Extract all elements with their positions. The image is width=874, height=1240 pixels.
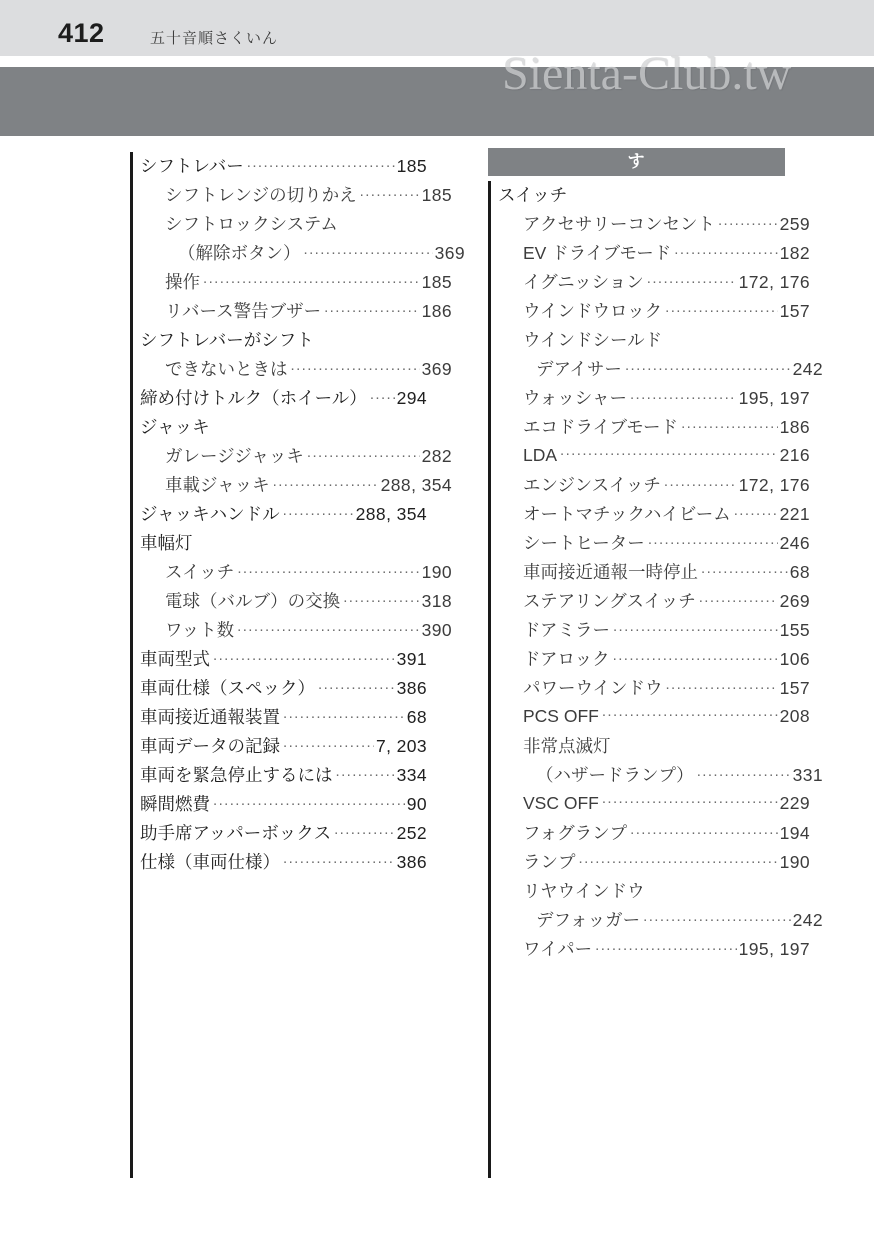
dot-leader xyxy=(602,704,778,722)
index-entry-label: イグニッション xyxy=(523,272,644,292)
index-entry[interactable] xyxy=(140,559,452,588)
dot-leader xyxy=(625,358,791,376)
index-entry[interactable] xyxy=(498,443,810,472)
index-entry[interactable] xyxy=(498,791,810,820)
index-entry[interactable] xyxy=(498,878,810,907)
index-entry-label: ジャッキ xyxy=(140,417,210,437)
index-entry-page: 208 xyxy=(779,705,810,726)
index-entry-page: 157 xyxy=(779,301,810,321)
index-entry-page: 195, 197 xyxy=(738,939,810,959)
index-entry-label: 車両接近通報装置 xyxy=(140,707,280,727)
dot-leader xyxy=(334,822,394,840)
index-entry-label: 電球（バルブ）の交換 xyxy=(165,591,341,611)
dot-leader xyxy=(283,735,374,753)
index-entry[interactable] xyxy=(498,240,810,269)
index-entry[interactable] xyxy=(498,936,810,965)
index-entry-label: EV ドライブモード xyxy=(523,243,672,263)
dot-leader xyxy=(602,791,778,809)
index-entry-page: 331 xyxy=(792,765,823,785)
index-entry[interactable] xyxy=(498,762,823,791)
dot-leader xyxy=(273,474,379,492)
dot-leader xyxy=(203,271,420,289)
index-entry[interactable] xyxy=(498,182,785,211)
index-entry[interactable] xyxy=(140,269,452,298)
index-entry[interactable] xyxy=(140,704,427,733)
dot-leader xyxy=(595,938,737,956)
index-entry-label: 非常点滅灯 xyxy=(523,736,611,756)
page-number: 412 xyxy=(58,18,105,48)
index-entry-label: ウォッシャー xyxy=(523,388,627,408)
dot-leader xyxy=(343,590,419,608)
index-entry-label: スイッチ xyxy=(165,562,235,582)
index-entry-page: 386 xyxy=(396,852,427,872)
index-entry-page: 294 xyxy=(396,388,427,408)
header-light-band xyxy=(0,0,874,56)
index-entry-label: 車両仕様（スペック） xyxy=(140,678,315,698)
index-entry-page: 194 xyxy=(779,823,810,843)
dot-leader xyxy=(613,648,778,666)
index-entry-label: PCS OFF xyxy=(523,705,599,726)
index-entry-page: 288, 354 xyxy=(380,475,452,495)
index-entry[interactable] xyxy=(140,153,427,182)
index-entry[interactable] xyxy=(140,240,465,269)
dot-leader xyxy=(579,851,778,869)
index-entry[interactable] xyxy=(498,211,810,240)
index-entry-label: （解除ボタン） xyxy=(178,243,301,263)
dot-leader xyxy=(283,851,395,869)
dot-leader xyxy=(213,793,405,811)
index-entry[interactable] xyxy=(140,791,427,820)
index-entry[interactable] xyxy=(140,443,452,472)
index-entry-page: 185 xyxy=(421,185,452,205)
dot-leader xyxy=(697,764,791,782)
index-entry-label: できないときは xyxy=(165,359,288,379)
dot-leader xyxy=(237,561,419,579)
index-entry-page: 185 xyxy=(396,156,427,176)
index-entry[interactable] xyxy=(498,530,810,559)
index-entry-label: フォグランプ xyxy=(523,823,628,843)
index-entry-page: 172, 176 xyxy=(738,475,810,495)
index-entry[interactable] xyxy=(498,327,810,356)
index-entry-page: 190 xyxy=(779,852,810,872)
index-entry-label: 車載ジャッキ xyxy=(165,475,270,495)
watermark-text: Sienta-Club.tw xyxy=(502,47,792,100)
index-entry-page: 195, 197 xyxy=(738,388,810,408)
index-entry-label: ガレージジャッキ xyxy=(165,446,304,466)
index-entry[interactable] xyxy=(140,588,452,617)
index-entry[interactable] xyxy=(498,849,810,878)
dot-leader xyxy=(560,443,778,461)
index-entry-page: 157 xyxy=(779,678,810,698)
index-entry[interactable] xyxy=(140,733,427,762)
dot-leader xyxy=(283,706,405,724)
index-entry-page: 242 xyxy=(792,910,823,930)
index-entry-label: ウインドウロック xyxy=(523,301,663,321)
index-entry[interactable] xyxy=(498,733,810,762)
index-entry-page: 269 xyxy=(779,591,810,611)
dot-leader xyxy=(701,561,788,579)
dot-leader xyxy=(630,822,777,840)
index-entry[interactable] xyxy=(498,675,810,704)
index-entry-page: 155 xyxy=(779,620,810,640)
dot-leader xyxy=(665,677,777,695)
index-entry-label: アクセサリーコンセント xyxy=(523,214,715,234)
left-index-column xyxy=(140,153,465,878)
index-entry[interactable] xyxy=(498,269,810,298)
index-entry-label: ワット数 xyxy=(165,620,235,640)
index-entry-label: リバース警告ブザー xyxy=(165,301,322,321)
index-entry-label: シートヒーター xyxy=(523,533,645,553)
index-entry-label: スイッチ xyxy=(498,185,568,205)
index-entry-label: リヤウインドウ xyxy=(523,881,645,901)
dot-leader xyxy=(247,155,395,173)
index-entry[interactable] xyxy=(498,298,810,327)
index-entry[interactable] xyxy=(140,211,452,240)
index-entry[interactable] xyxy=(140,327,427,356)
kana-section-header: す xyxy=(488,148,785,176)
index-entry[interactable] xyxy=(140,675,427,704)
index-entry-label: VSC OFF xyxy=(523,792,599,813)
index-entry-page: 369 xyxy=(421,359,452,379)
index-entry-page: 106 xyxy=(779,649,810,669)
index-entry-label: シフトロックシステム xyxy=(165,214,338,234)
index-entry-page: 186 xyxy=(421,301,452,321)
dot-leader xyxy=(283,503,354,521)
index-entry[interactable] xyxy=(498,907,823,936)
index-entry[interactable] xyxy=(498,820,810,849)
index-entry-page: 186 xyxy=(779,417,810,437)
index-entry-page: 334 xyxy=(396,765,427,785)
index-entry-page: 68 xyxy=(789,562,810,582)
index-entry[interactable] xyxy=(498,588,810,617)
index-entry-label: 車両データの記録 xyxy=(140,736,280,756)
dot-leader xyxy=(360,184,420,202)
index-entry[interactable] xyxy=(498,704,810,733)
index-entry-page: 182 xyxy=(779,243,810,263)
index-entry[interactable] xyxy=(140,472,452,501)
dot-leader xyxy=(237,619,419,637)
dot-leader xyxy=(370,387,395,405)
index-entry-page: 221 xyxy=(779,504,810,524)
dot-leader xyxy=(664,474,737,492)
index-entry-label: シフトレバーがシフト xyxy=(140,330,314,350)
index-entry-label: 締め付けトルク（ホイール） xyxy=(140,388,367,408)
index-entry[interactable] xyxy=(498,559,810,588)
dot-leader xyxy=(613,619,778,637)
index-entry-page: 282 xyxy=(421,446,452,466)
index-entry-label: ジャッキハンドル xyxy=(140,504,280,524)
index-entry-page: 369 xyxy=(434,243,465,263)
dot-leader xyxy=(647,271,737,289)
index-entry-page: 229 xyxy=(779,792,810,813)
index-entry-label: パワーウインドウ xyxy=(523,678,663,698)
index-entry[interactable] xyxy=(140,646,427,675)
index-entry[interactable] xyxy=(140,530,427,559)
index-entry[interactable] xyxy=(140,849,427,878)
index-entry[interactable] xyxy=(140,501,427,530)
index-entry[interactable] xyxy=(498,356,823,385)
dot-leader xyxy=(648,532,778,550)
index-entry-label: 車両接近通報一時停止 xyxy=(523,562,698,582)
index-entry[interactable] xyxy=(140,762,427,791)
index-entry-label: 車両を緊急停止するには xyxy=(140,765,333,785)
index-entry-label: シフトレバー xyxy=(140,156,244,176)
index-entry[interactable] xyxy=(498,385,810,414)
dot-leader xyxy=(307,445,420,463)
index-entry-page: 246 xyxy=(779,533,810,553)
index-entry-label: ワイパー xyxy=(523,939,593,959)
dot-leader xyxy=(318,677,395,695)
dot-leader xyxy=(665,300,777,318)
index-entry-label: 操作 xyxy=(165,272,200,292)
index-entry[interactable] xyxy=(140,414,427,443)
index-entry-page: 242 xyxy=(792,359,823,379)
header-dark-band xyxy=(0,67,874,136)
dot-leader xyxy=(643,909,790,927)
index-entry-page: 190 xyxy=(421,562,452,582)
page-title: 五十音順さくいん xyxy=(150,30,279,47)
dot-leader xyxy=(734,503,778,521)
index-entry[interactable] xyxy=(140,356,452,385)
index-entry-label: シフトレンジの切りかえ xyxy=(165,185,357,205)
index-entry-page: 252 xyxy=(396,823,427,843)
index-entry-label: 助手席アッパーボックス xyxy=(140,823,332,843)
index-entry-page: 216 xyxy=(779,444,810,465)
dot-leader xyxy=(630,387,737,405)
index-entry-page: 185 xyxy=(421,272,452,292)
index-entry-label: エンジンスイッチ xyxy=(523,475,661,495)
index-entry-page: 172, 176 xyxy=(738,272,810,292)
dot-leader xyxy=(718,213,778,231)
index-entry-page: 390 xyxy=(421,620,452,640)
index-entry-page: 68 xyxy=(406,707,427,727)
index-entry-label: エコドライブモード xyxy=(523,417,679,437)
left-column-rule xyxy=(130,152,133,1178)
index-entry-label: LDA xyxy=(523,444,558,465)
dot-leader xyxy=(336,764,395,782)
dot-leader xyxy=(681,416,778,434)
index-entry[interactable] xyxy=(498,472,810,501)
index-entry-page: 288, 354 xyxy=(355,504,427,524)
right-index-column xyxy=(498,182,823,965)
dot-leader xyxy=(213,648,395,666)
index-entry[interactable] xyxy=(140,182,452,211)
index-entry[interactable] xyxy=(140,617,452,646)
index-entry[interactable] xyxy=(140,820,427,849)
dot-leader xyxy=(304,242,433,260)
index-entry[interactable] xyxy=(498,414,810,443)
index-entry-label: ウインドシールド xyxy=(523,330,663,350)
index-entry-page: 386 xyxy=(396,678,427,698)
index-entry-label: ドアロック xyxy=(523,649,610,669)
index-entry-page: 259 xyxy=(779,214,810,234)
header-white-gap xyxy=(0,56,874,67)
index-entry[interactable] xyxy=(498,617,810,646)
dot-leader xyxy=(324,300,419,318)
index-entry-page: 90 xyxy=(406,794,427,814)
right-column-rule xyxy=(488,181,491,1178)
index-entry-label: ランプ xyxy=(523,852,576,872)
index-entry-label: 瞬間燃費 xyxy=(140,794,210,814)
dot-leader xyxy=(699,590,778,608)
index-entry-page: 318 xyxy=(421,591,452,611)
index-entry-label: オートマチックハイビーム xyxy=(523,504,731,524)
index-entry[interactable] xyxy=(140,385,427,414)
index-entry-page: 391 xyxy=(396,649,427,669)
index-entry-label: ドアミラー xyxy=(523,620,610,640)
index-entry-label: （ハザードランプ） xyxy=(536,765,694,785)
dot-leader xyxy=(291,358,420,376)
index-entry-label: デアイサー xyxy=(536,359,622,379)
index-entry[interactable] xyxy=(498,501,810,530)
index-entry-label: 車両型式 xyxy=(140,649,210,669)
index-entry-label: デフォッガー xyxy=(536,910,641,930)
index-entry-label: ステアリングスイッチ xyxy=(523,591,696,611)
index-entry-label: 車幅灯 xyxy=(140,533,193,553)
index-entry[interactable] xyxy=(140,298,452,327)
dot-leader xyxy=(674,242,777,260)
index-entry-page: 7, 203 xyxy=(375,736,427,756)
index-entry[interactable] xyxy=(498,646,810,675)
index-entry-label: 仕様（車両仕様） xyxy=(140,852,280,872)
